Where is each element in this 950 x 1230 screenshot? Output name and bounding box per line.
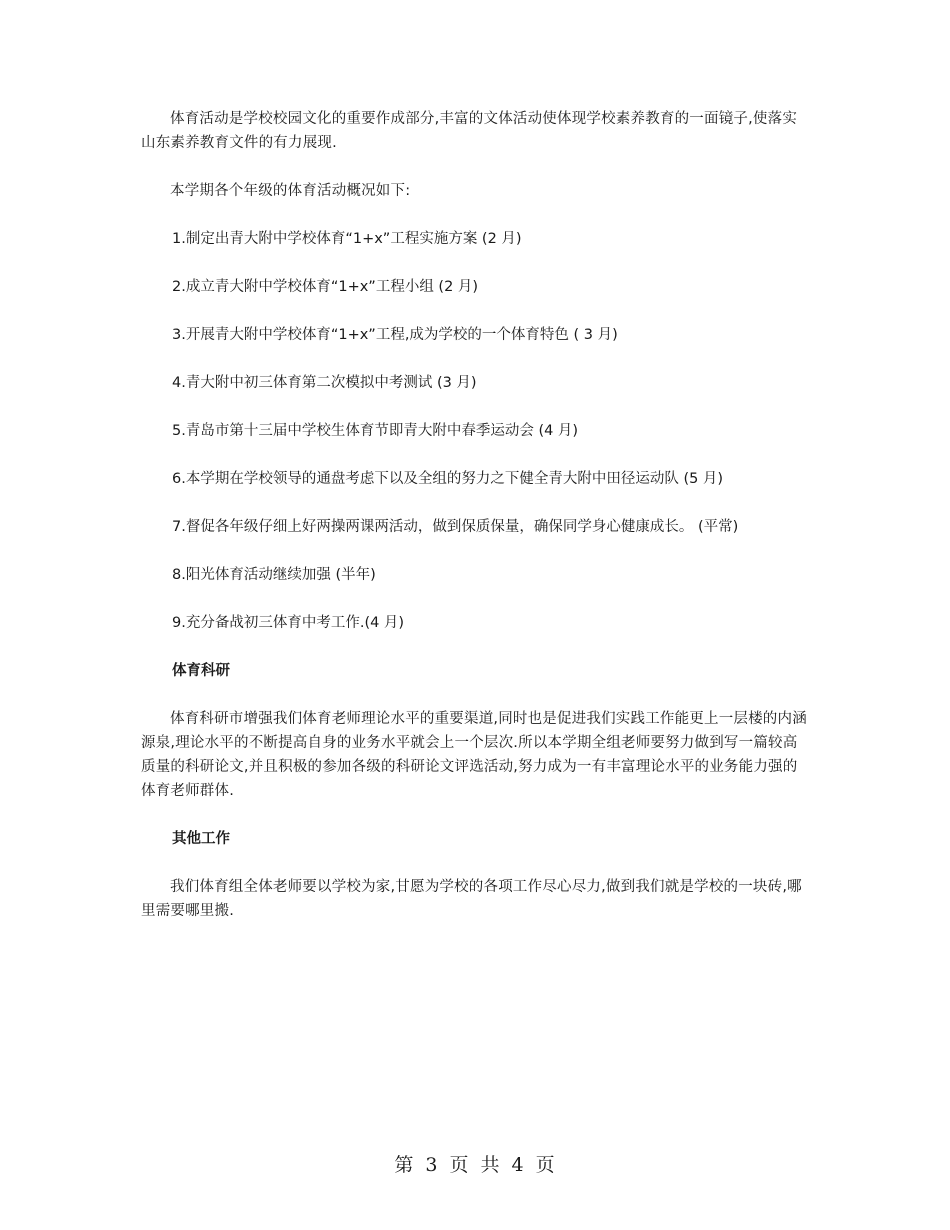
research-paragraph: 体育科研市增强我们体育老师理论水平的重要渠道,同时也是促进我们实践工作能更上一层楼的内涵源泉,理论水平的不断提高自身的业务水平就会上一个层次.所以本学期全组老师要努力做到写一篇较高质量的科研论文,并且积极的参加各级的科研论文评选活动,努力成为一有丰富理论水平的业务能力强的体育老师群体. bbox=[141, 711, 807, 799]
list-item: 5.青岛市第十三届中学校生体育节即青大附中春季运动会 (4 月) bbox=[172, 423, 579, 439]
other-work-heading: 其他工作 bbox=[172, 831, 230, 847]
page-number-footer: 第 3 页 共 4 页 bbox=[394, 1154, 556, 1176]
list-item: 2.成立青大附中学校体育“1+x”工程小组 (2 月) bbox=[172, 279, 479, 295]
research-heading: 体育科研 bbox=[172, 663, 230, 679]
activity-list bbox=[141, 227, 809, 635]
list-item: 4.青大附中初三体育第二次模拟中考测试 (3 月) bbox=[172, 375, 477, 391]
other-work-paragraph: 我们体育组全体老师要以学校为家,甘愿为学校的各项工作尽心尽力,做到我们就是学校的一块砖,哪里需要哪里搬. bbox=[141, 879, 802, 919]
list-item: 6.本学期在学校领导的通盘考虑下以及全组的努力之下健全青大附中田径运动队 (5 月) bbox=[172, 471, 724, 487]
list-item: 8.阳光体育活动继续加强 (半年) bbox=[172, 567, 376, 583]
list-item: 1.制定出青大附中学校体育“1+x”工程实施方案 (2 月) bbox=[172, 231, 522, 247]
list-item: 3.开展青大附中学校体育“1+x”工程,成为学校的一个体育特色 ( 3 月) bbox=[172, 327, 618, 343]
overview-line: 本学期各个年级的体育活动概况如下: bbox=[170, 183, 411, 199]
document-body bbox=[141, 107, 809, 923]
list-item: 9.充分备战初三体育中考工作.(4 月) bbox=[172, 615, 405, 631]
list-item: 7.督促各年级仔细上好两操两课两活动，做到保质保量，确保同学身心健康成长。 (平常) bbox=[172, 519, 739, 535]
intro-paragraph: 体育活动是学校校园文化的重要作成部分,丰富的文体活动使体现学校素养教育的一面镜子,使落实山东素养教育文件的有力展现. bbox=[141, 111, 798, 151]
